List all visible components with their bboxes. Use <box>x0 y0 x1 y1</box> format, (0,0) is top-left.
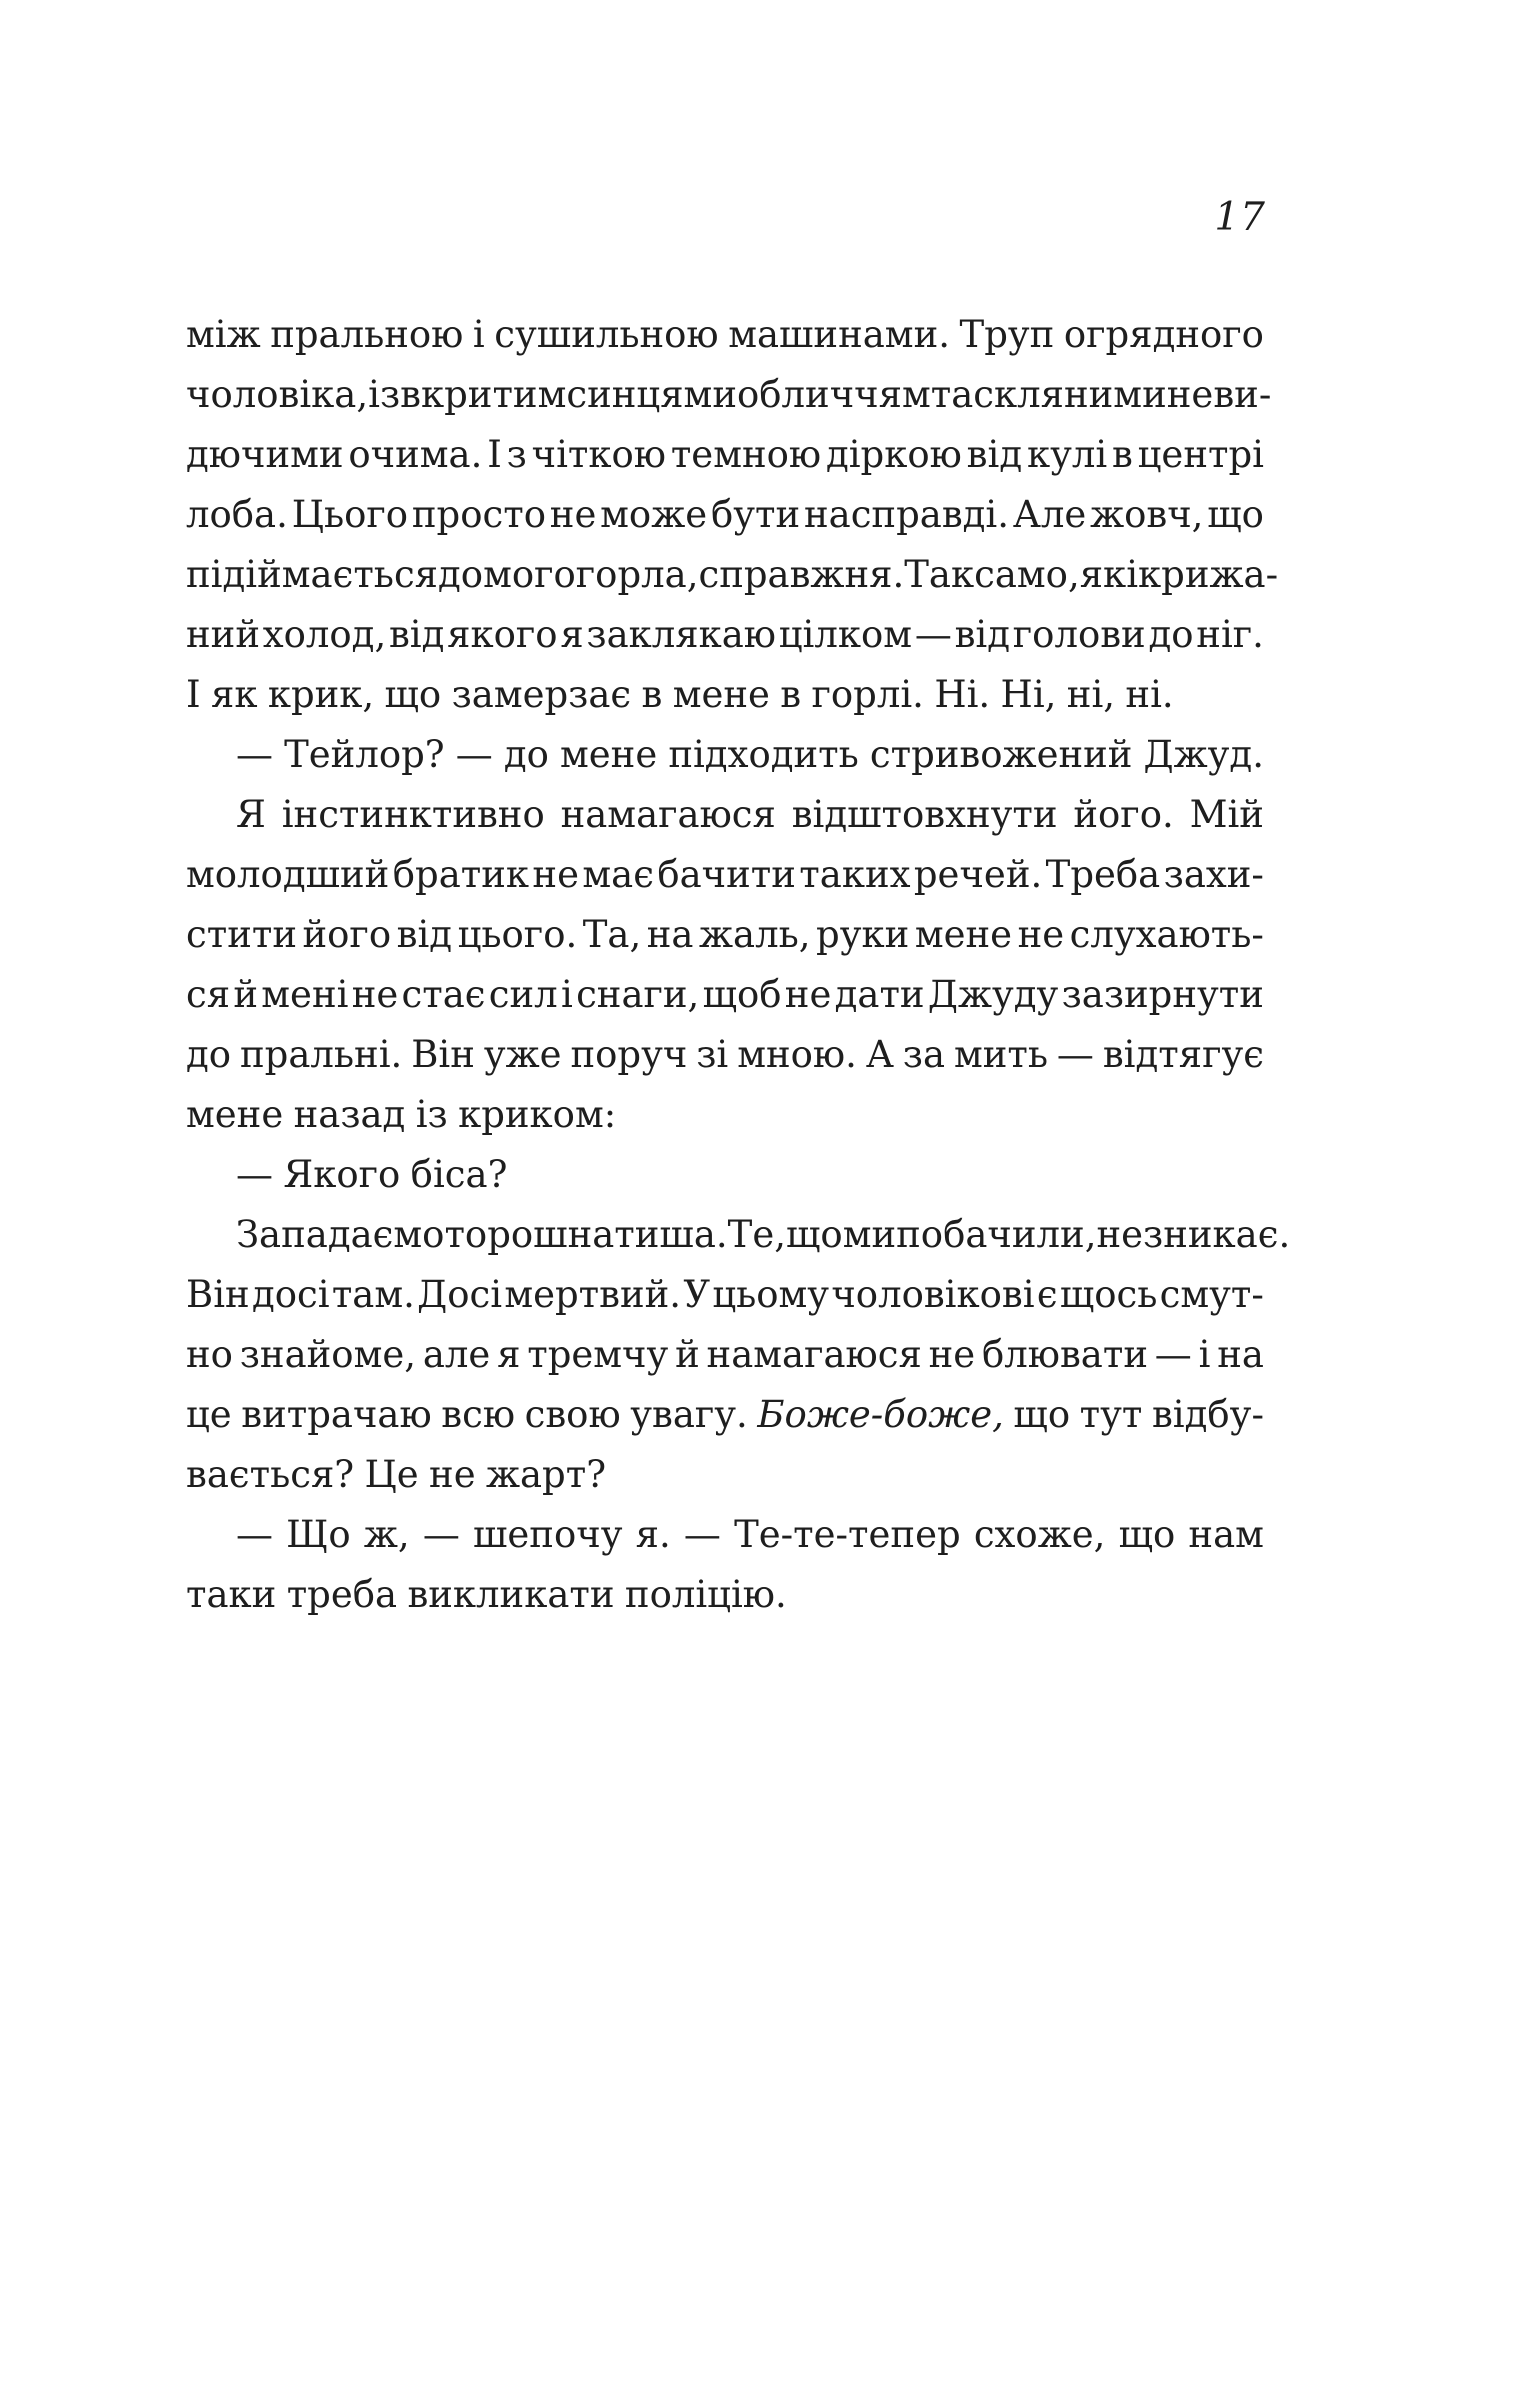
body-text <box>186 305 1291 1625</box>
page-number: 17 <box>1214 195 1266 240</box>
text-line: І як крик, що замерзає в мене в горлі. Ні. Ні, ні, ні. <box>186 673 1174 716</box>
text-line: — Якого біса? <box>236 1153 508 1196</box>
text-line: між пральною і сушильною машинами. Труп огрядного <box>186 313 1264 356</box>
text-line: но знайоме, але я тремчу й намагаюся не блювати — і на <box>186 1333 1264 1376</box>
text-line: чоловіка, із вкритим синцями обличчям та скляними неви- <box>186 373 1272 416</box>
text-line: мене назад із криком: <box>186 1093 617 1136</box>
text-line: Він досі там. Досі мертвий. У цьому чоловікові є щось смут- <box>186 1273 1264 1316</box>
text-line: до пральні. Він уже поруч зі мною. А за мить — відтягує <box>186 1033 1264 1076</box>
text-line: лоба. Цього просто не може бути насправді. Але жовч, що <box>186 493 1264 536</box>
text-line: ся й мені не стає сил і снаги, щоб не дати Джуду зазирнути <box>186 973 1264 1016</box>
text-line: підіймається до мого горла, справжня. Так само, як і крижа- <box>186 553 1279 596</box>
text-line: Западає моторошна тиша. Те, що ми побачили, не зникає. <box>236 1213 1291 1256</box>
text-line: молодший братик не має бачити таких речей. Треба захи- <box>186 853 1264 896</box>
text-line: дючими очима. І з чіткою темною діркою від кулі в центрі <box>186 433 1264 476</box>
text-line: стити його від цього. Та, на жаль, руки мене не слухають- <box>186 913 1264 956</box>
text-line: це витрачаю всю свою увагу. Боже-боже, що тут відбу- <box>186 1393 1264 1436</box>
text-line: ний холод, від якого я заклякаю цілком — від голови до ніг. <box>186 613 1264 656</box>
text-line: — Тейлор? — до мене підходить стривожений Джуд. <box>236 733 1264 776</box>
text-line: таки треба викликати поліцію. <box>186 1573 787 1616</box>
text-line: — Що ж, — шепочу я. — Те-те-тепер схоже, що нам <box>236 1513 1264 1556</box>
text-line: Я інстинктивно намагаюся відштовхнути його. Мій <box>236 793 1264 836</box>
text-line: вається? Це не жарт? <box>186 1453 607 1496</box>
